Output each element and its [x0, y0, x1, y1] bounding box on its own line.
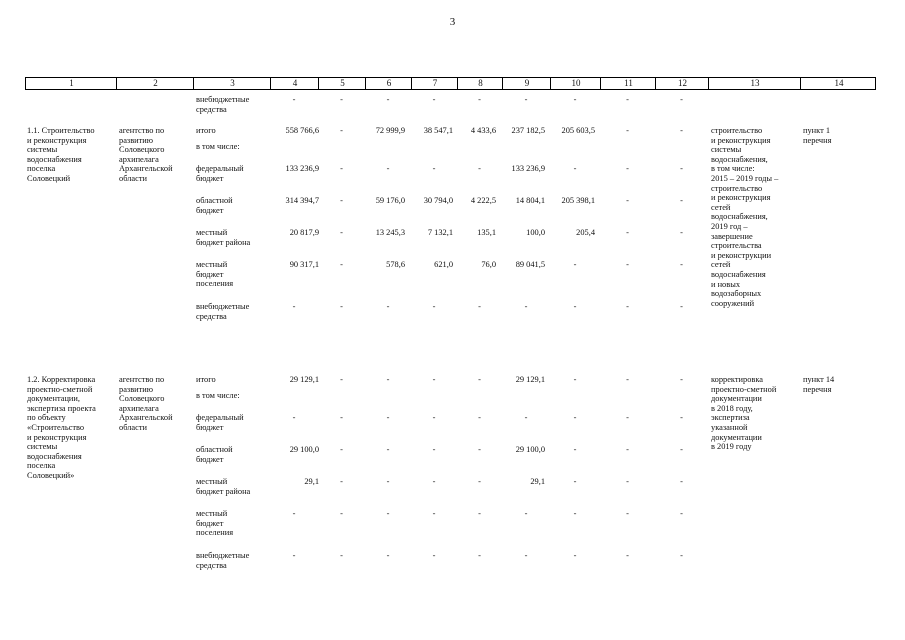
cell-col-6: -: [386, 509, 390, 518]
cell-col-4: 29 100,0: [289, 445, 319, 454]
cell-col-9: 29,1: [530, 477, 545, 486]
expected-result: строительство: [711, 126, 763, 135]
cell-col-8: -: [478, 477, 481, 486]
column-header-10: 10: [571, 78, 581, 88]
cell-col-12: -: [680, 477, 683, 486]
row-label: областной: [196, 196, 233, 205]
cell-col-7: -: [432, 302, 436, 311]
column-header-9: 9: [524, 78, 530, 88]
cell-col-5: -: [340, 413, 343, 422]
column-header-7: 7: [432, 78, 438, 88]
row-label: внебюджетные: [196, 95, 250, 104]
cell-col-10: -: [573, 302, 577, 311]
cell-col-5: -: [340, 126, 343, 135]
cell-col-9: -: [524, 302, 528, 311]
row-label: местный: [196, 509, 228, 518]
list-reference: перечня: [803, 384, 832, 394]
cell-col-5: -: [340, 302, 343, 311]
section-name: поселка: [27, 461, 56, 471]
cell-col-10: -: [573, 477, 577, 486]
expected-result: системы: [711, 145, 742, 155]
cell-col-7: -: [432, 375, 436, 384]
section-name: экспертиза проекта: [27, 403, 96, 413]
row-label: местный: [196, 228, 228, 237]
cell-col-9: 100,0: [526, 228, 545, 237]
row-label: бюджет: [196, 173, 224, 183]
cell-col-11: -: [626, 413, 629, 422]
cell-col-8: -: [478, 95, 481, 104]
expected-result: корректировка: [711, 375, 764, 384]
cell-col-5: -: [340, 445, 343, 454]
cell-col-6: 59 176,0: [375, 196, 405, 205]
cell-col-10: -: [573, 509, 577, 518]
cell-col-12: -: [680, 445, 683, 454]
cell-col-11: -: [626, 445, 629, 454]
section-name: по объекту: [27, 413, 66, 423]
section-name: системы: [27, 442, 58, 452]
row-label: бюджет района: [196, 486, 251, 496]
cell-col-12: -: [680, 509, 683, 518]
row-label: бюджет: [196, 269, 224, 279]
cell-col-7: -: [432, 509, 436, 518]
row-label: бюджет: [196, 454, 224, 464]
cell-col-9: 29 100,0: [515, 445, 545, 454]
responsible-agency: агентство по: [119, 126, 165, 135]
cell-col-10: -: [573, 164, 577, 173]
cell-col-10: 205 398,1: [561, 196, 595, 205]
row-label: внебюджетные: [196, 302, 250, 311]
cell-col-11: -: [626, 551, 629, 560]
cell-col-9: -: [524, 509, 528, 518]
expected-result: и реконструкция: [711, 135, 771, 145]
expected-result: 2015 – 2019 годы –: [711, 174, 779, 183]
column-header-13: 13: [750, 78, 760, 88]
expected-result: указанной: [711, 423, 748, 432]
cell-col-4: 558 766,6: [285, 126, 319, 135]
expected-result: и новых: [711, 279, 741, 289]
section-name: Соловецкий: [27, 174, 71, 183]
cell-col-7: -: [432, 445, 436, 454]
cell-col-5: -: [340, 551, 343, 560]
row-label: бюджет района: [196, 237, 251, 247]
row-label: поселения: [196, 279, 234, 289]
cell-col-11: -: [626, 302, 629, 311]
row-label: в том числе:: [196, 142, 240, 151]
cell-col-12: -: [680, 95, 683, 104]
list-reference: пункт 1: [803, 126, 831, 135]
cell-col-12: -: [680, 375, 683, 384]
expected-result: в 2018 году,: [711, 403, 753, 413]
cell-col-6: -: [386, 551, 390, 560]
expected-result: водоснабжения,: [711, 212, 768, 222]
cell-col-7: -: [432, 551, 436, 560]
cell-col-4: 29,1: [304, 477, 319, 486]
responsible-agency: Архангельской: [119, 164, 173, 174]
cell-col-4: -: [292, 302, 296, 311]
cell-col-10: -: [573, 445, 577, 454]
row-label: средства: [196, 560, 227, 570]
row-label: местный: [196, 477, 228, 486]
row-label: итого: [196, 375, 216, 384]
expected-result: документации: [711, 432, 762, 442]
row-label: местный: [196, 260, 228, 269]
cell-col-8: -: [478, 164, 481, 173]
cell-col-8: -: [478, 413, 481, 422]
column-header-14: 14: [834, 78, 844, 88]
cell-col-4: -: [292, 509, 296, 518]
cell-col-5: -: [340, 228, 343, 237]
cell-col-6: 72 999,9: [375, 126, 405, 135]
cell-col-11: -: [626, 509, 629, 518]
expected-result: водозаборных: [711, 289, 762, 299]
row-label: бюджет: [196, 422, 224, 432]
responsible-agency: архипелага: [119, 154, 159, 164]
responsible-agency: области: [119, 423, 147, 432]
cell-col-8: -: [478, 509, 481, 518]
expected-result: водоснабжения,: [711, 154, 768, 164]
column-header-4: 4: [292, 78, 298, 88]
expected-result: завершение: [711, 231, 753, 241]
cell-col-12: -: [680, 551, 683, 560]
responsible-agency: архипелага: [119, 403, 159, 413]
responsible-agency: развитию: [119, 135, 154, 145]
cell-col-10: -: [573, 551, 577, 560]
cell-col-8: -: [478, 551, 481, 560]
cell-col-5: -: [340, 95, 343, 104]
column-header-6: 6: [386, 78, 392, 88]
cell-col-4: 314 394,7: [285, 196, 319, 205]
list-reference: перечня: [803, 135, 832, 145]
row-label: областной: [196, 445, 233, 454]
cell-col-9: 14 804,1: [515, 196, 545, 205]
expected-result: строительство: [711, 183, 763, 193]
responsible-agency: развитию: [119, 384, 154, 394]
cell-col-4: -: [292, 95, 296, 104]
responsible-agency: агентство по: [119, 375, 165, 384]
cell-col-7: -: [432, 164, 436, 173]
cell-col-5: -: [340, 196, 343, 205]
cell-col-9: 89 041,5: [515, 260, 545, 269]
cell-col-5: -: [340, 164, 343, 173]
column-header-11: 11: [624, 78, 633, 88]
cell-col-8: 4 433,6: [470, 126, 496, 135]
cell-col-10: -: [573, 260, 577, 269]
cell-col-11: -: [626, 260, 629, 269]
cell-col-12: -: [680, 126, 683, 135]
cell-col-6: -: [386, 95, 390, 104]
row-label: внебюджетные: [196, 551, 250, 560]
cell-col-12: -: [680, 260, 683, 269]
expected-result: строительства: [711, 241, 762, 251]
page-number: 3: [449, 16, 456, 28]
section-name: водоснабжения: [27, 154, 82, 164]
cell-col-11: -: [626, 228, 629, 237]
row-label: федеральный: [196, 413, 244, 422]
section-name: 1.1. Строительство: [27, 126, 95, 135]
responsible-agency: Архангельской: [119, 413, 173, 423]
expected-result: водоснабжения: [711, 270, 766, 279]
section-name: водоснабжения: [27, 451, 82, 461]
row-label: средства: [196, 104, 227, 114]
expected-result: сетей: [711, 260, 731, 270]
cell-col-4: 90 317,1: [289, 260, 319, 269]
cell-col-9: -: [524, 551, 528, 560]
section-name: поселка: [27, 164, 56, 174]
row-label: поселения: [196, 528, 234, 538]
cell-col-6: -: [386, 375, 390, 384]
cell-col-10: -: [573, 95, 577, 104]
responsible-agency: области: [119, 174, 147, 183]
cell-col-12: -: [680, 302, 683, 311]
column-header-3: 3: [230, 78, 235, 88]
column-header-1: 1: [69, 78, 74, 88]
cell-col-9: 237 182,5: [511, 126, 545, 135]
cell-col-9: -: [524, 413, 528, 422]
cell-col-4: -: [292, 551, 296, 560]
section-name: и реконструкция: [27, 432, 87, 442]
section-name: 1.2. Корректировка: [27, 375, 96, 384]
cell-col-4: 29 129,1: [289, 375, 319, 384]
row-label: средства: [196, 311, 227, 321]
cell-col-8: -: [478, 302, 481, 311]
cell-col-6: -: [386, 477, 390, 486]
row-label: бюджет: [196, 205, 224, 215]
cell-col-6: -: [386, 302, 390, 311]
row-label: федеральный: [196, 164, 244, 173]
cell-col-7: -: [432, 95, 436, 104]
cell-col-10: 205 603,5: [561, 126, 595, 135]
cell-col-12: -: [680, 196, 683, 205]
cell-col-4: 133 236,9: [285, 164, 319, 173]
cell-col-6: -: [386, 445, 390, 454]
cell-col-7: 621,0: [434, 260, 453, 269]
section-name: проектно-сметной: [27, 384, 93, 394]
cell-col-5: -: [340, 477, 343, 486]
expected-result: и реконструкции: [711, 250, 772, 260]
expected-result: 2019 год –: [711, 222, 748, 231]
cell-col-5: -: [340, 375, 343, 384]
expected-result: и реконструкция: [711, 193, 771, 203]
cell-col-9: 29 129,1: [515, 375, 545, 384]
section-name: «Строительство: [27, 423, 85, 432]
section-name: системы: [27, 145, 58, 155]
expected-result: экспертиза: [711, 413, 750, 423]
column-header-12: 12: [678, 78, 687, 88]
responsible-agency: Соловецкого: [119, 394, 165, 404]
cell-col-8: 135,1: [477, 228, 496, 237]
table-header: [25, 77, 876, 90]
cell-col-5: -: [340, 509, 343, 518]
column-header-5: 5: [340, 78, 345, 88]
expected-result: в 2019 году: [711, 442, 752, 452]
cell-col-4: 20 817,9: [289, 228, 319, 237]
cell-col-12: -: [680, 228, 683, 237]
cell-col-10: 205,4: [576, 228, 595, 237]
section-name: Соловецкий»: [27, 471, 75, 480]
cell-col-7: 7 132,1: [427, 228, 453, 237]
cell-col-6: 13 245,3: [375, 228, 405, 237]
cell-col-8: -: [478, 375, 481, 384]
row-label: итого: [196, 126, 216, 135]
row-label: в том числе:: [196, 391, 240, 400]
column-header-2: 2: [153, 78, 158, 88]
expected-result: сооружений: [711, 298, 755, 308]
cell-col-7: -: [432, 413, 436, 422]
cell-col-11: -: [626, 126, 629, 135]
responsible-agency: Соловецкого: [119, 145, 165, 155]
cell-col-6: -: [386, 413, 390, 422]
cell-col-8: -: [478, 445, 481, 454]
cell-col-11: -: [626, 375, 629, 384]
cell-col-6: -: [386, 164, 390, 173]
cell-col-7: 38 547,1: [423, 126, 453, 135]
cell-col-7: -: [432, 477, 436, 486]
expected-result: в том числе:: [711, 164, 755, 174]
row-label: бюджет: [196, 518, 224, 528]
cell-col-6: 578,6: [386, 260, 405, 269]
section-name: и реконструкция: [27, 135, 87, 145]
expected-result: проектно-сметной: [711, 384, 777, 394]
cell-col-11: -: [626, 95, 629, 104]
list-reference: пункт 14: [803, 375, 835, 384]
cell-col-4: -: [292, 413, 296, 422]
cell-col-12: -: [680, 164, 683, 173]
cell-col-10: -: [573, 413, 577, 422]
cell-col-9: 133 236,9: [511, 164, 545, 173]
cell-col-10: -: [573, 375, 577, 384]
cell-col-11: -: [626, 164, 629, 173]
cell-col-5: -: [340, 260, 343, 269]
cell-col-12: -: [680, 413, 683, 422]
column-header-8: 8: [478, 78, 483, 88]
cell-col-11: -: [626, 477, 629, 486]
cell-col-9: -: [524, 95, 528, 104]
cell-col-11: -: [626, 196, 629, 205]
expected-result: документации: [711, 394, 762, 404]
cell-col-7: 30 794,0: [423, 196, 453, 205]
section-name: документации,: [27, 394, 80, 404]
cell-col-8: 4 222,5: [470, 196, 496, 205]
cell-col-8: 76,0: [481, 260, 496, 269]
expected-result: сетей: [711, 202, 731, 212]
